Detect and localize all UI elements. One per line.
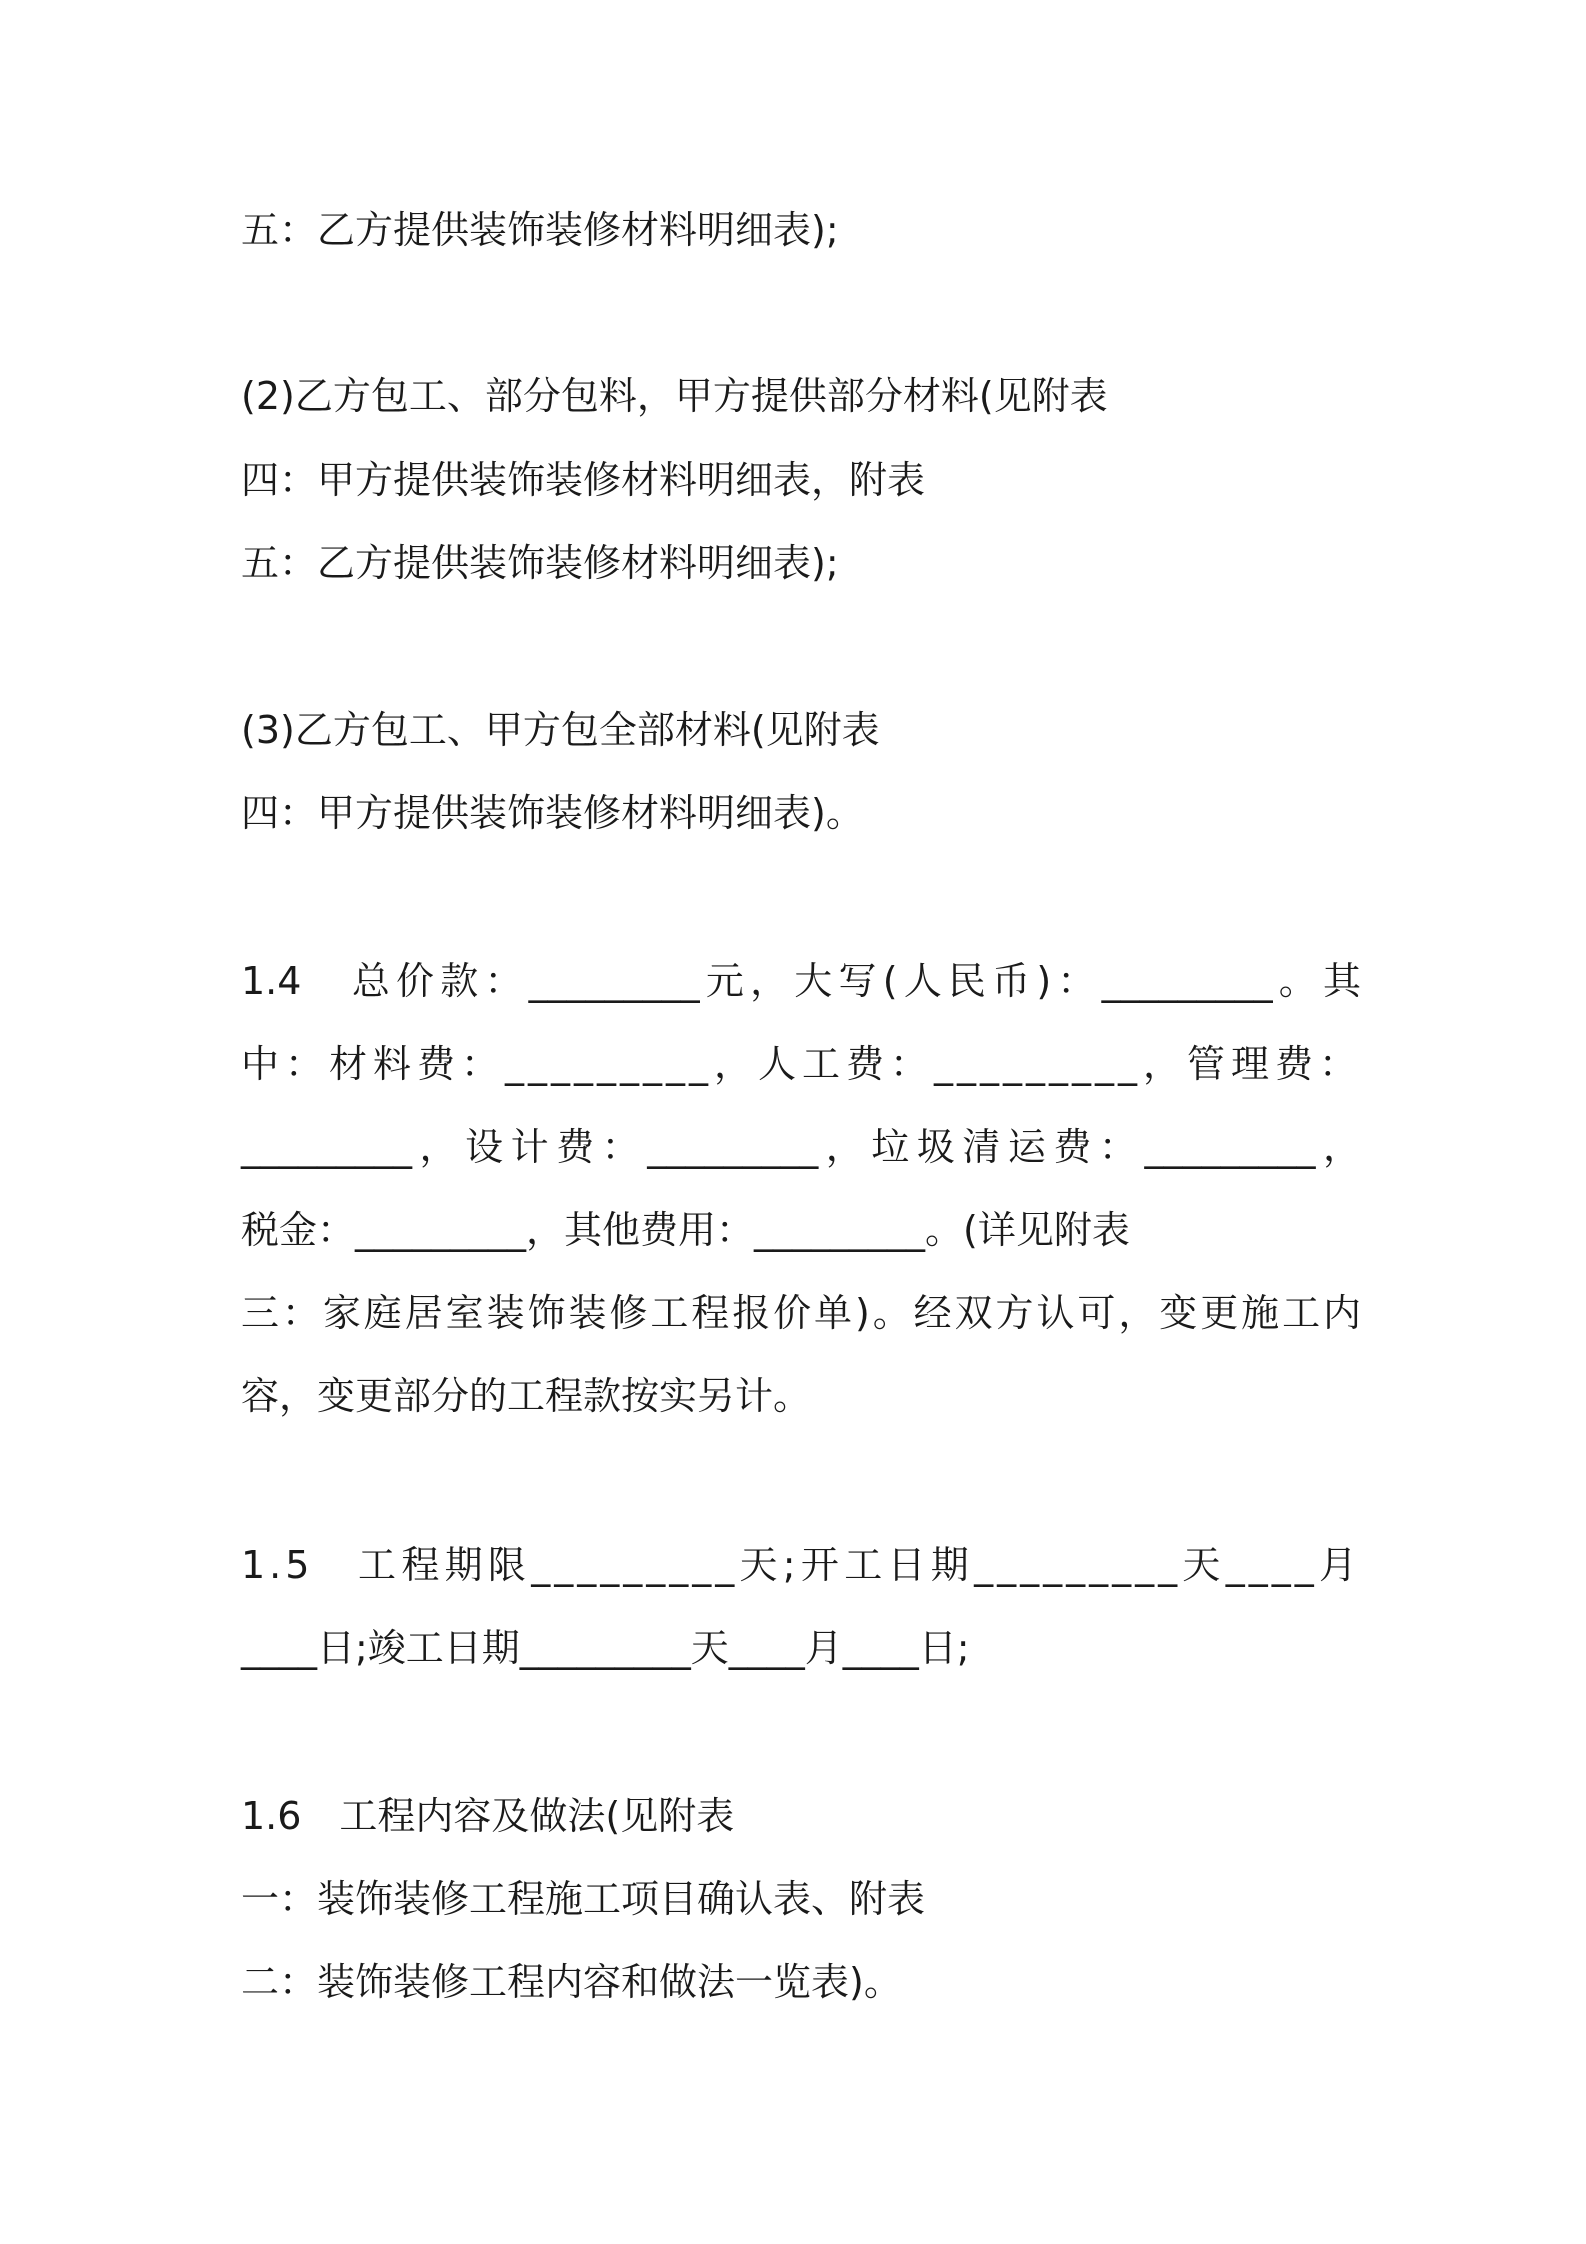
text-line: 二：装饰装修工程内容和做法一览表)。 xyxy=(241,1960,902,2004)
text-line: 五：乙方提供装饰装修材料明细表); xyxy=(241,208,839,252)
text-line: (3)乙方包工、甲方包全部材料(见附表 xyxy=(241,708,880,752)
text-line: 税金：_________，其他费用：_________。(详见附表 xyxy=(241,1208,1130,1252)
text-line: 五：乙方提供装饰装修材料明细表); xyxy=(241,541,839,585)
text-line: 1.4 总价款：_________元，大写(人民币)：_________。其 xyxy=(241,959,1361,1003)
text-line: (2)乙方包工、部分包料，甲方提供部分材料(见附表 xyxy=(241,374,1108,418)
text-line: 容，变更部分的工程款按实另计。 xyxy=(241,1374,812,1418)
text-line: _________，设计费：_________，垃圾清运费：_________， xyxy=(241,1125,1361,1169)
text-line: 四：甲方提供装饰装修材料明细表，附表 xyxy=(241,458,926,502)
text-line: 四：甲方提供装饰装修材料明细表)。 xyxy=(241,791,864,835)
text-line: 1.6 工程内容及做法(见附表 xyxy=(241,1794,735,1838)
text-line: ____日;竣工日期_________天____月____日; xyxy=(241,1626,970,1670)
text-line: 三：家庭居室装饰装修工程报价单)。经双方认可，变更施工内 xyxy=(241,1291,1361,1335)
text-line: 一：装饰装修工程施工项目确认表、附表 xyxy=(241,1877,926,1921)
text-line: 1.5 工程期限_________天;开工日期_________天____月 xyxy=(241,1543,1361,1587)
text-line: 中：材料费：_________，人工费：_________，管理费： xyxy=(241,1042,1361,1086)
